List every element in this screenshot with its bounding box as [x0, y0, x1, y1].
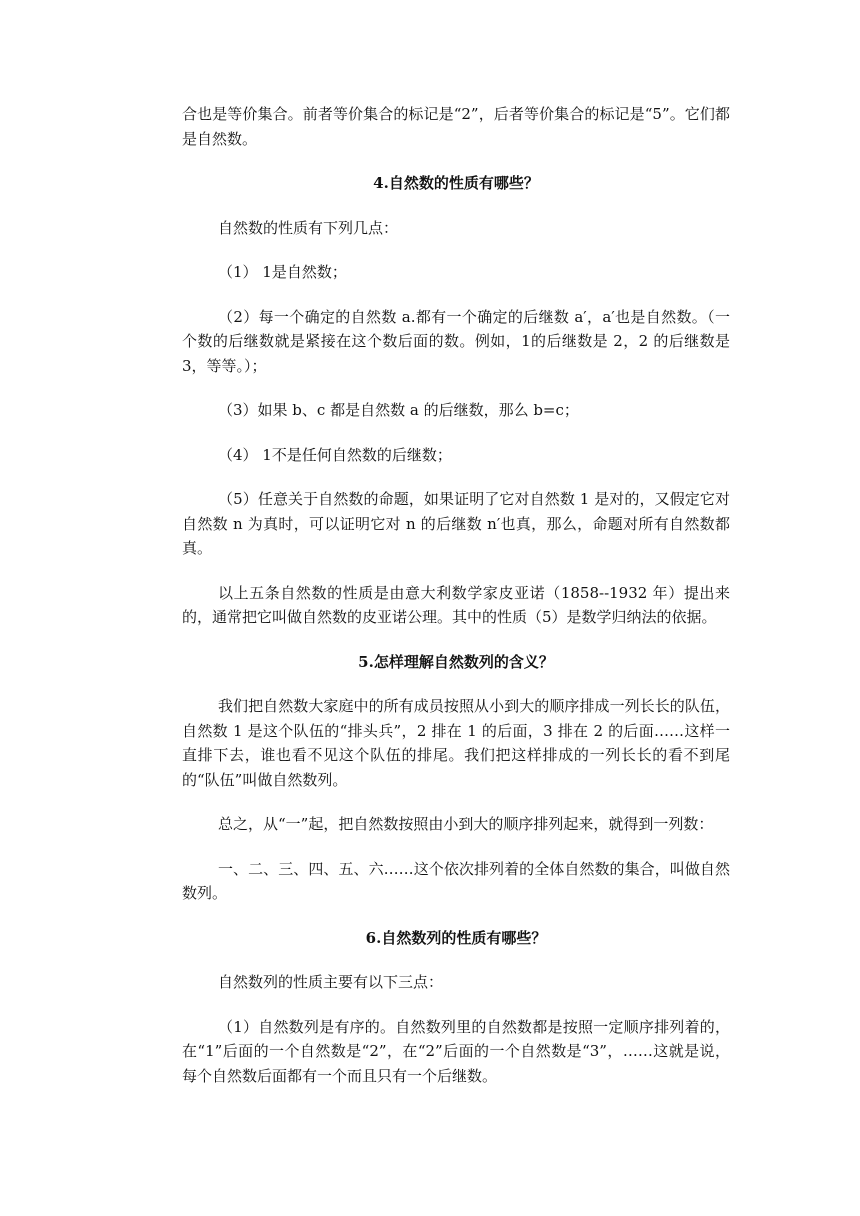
section-heading-5: 5.怎样理解自然数列的含义？	[358, 652, 554, 671]
paragraph-property-2: （2）每一个确定的自然数 a.都有一个确定的后继数 a′，a′也是自然数。（一个数的后继数就是紧接在这个数后面的数。例如，1的后继数是 2，2 的后继数是 3，等等。）；	[182, 307, 730, 375]
paragraph-peano-note: 以上五条自然数的性质是由意大利数学家皮亚诺（1858--1932 年）提出来的，通常把它叫做自然数的皮亚诺公理。其中的性质（5）是数学归纳法的依据。	[182, 583, 730, 626]
paragraph-property-4: （4） 1不是任何自然数的后继数；	[218, 445, 452, 464]
paragraph-sequence-properties-intro: 自然数列的性质主要有以下三点：	[218, 973, 444, 991]
paragraph-intro-properties: 自然数的性质有下列几点：	[218, 218, 399, 237]
section-heading-4: 4.自然数的性质有哪些？	[373, 174, 539, 192]
paragraph-summary: 总之，从“一”起，把自然数按照由小到大的顺序排列起来，就得到一列数：	[218, 815, 714, 833]
paragraph-property-1: （1） 1是自然数；	[218, 263, 347, 281]
paragraph-sequence-explanation: 我们把自然数大家庭中的所有成员按照从小到大的顺序排成一列长长的队伍，自然数 1 是这个队伍的“排头兵”，2 排在 1 的后面，3 排在 2 的后面……这样一直排下去，谁也看不见这个队伍的排尾。我们把这样排成的一列长长的看不到尾的“队伍”叫做自然数列。	[182, 697, 730, 789]
paragraph-sequence-definition: 一、二、三、四、五、六……这个依次排列着的全体自然数的集合，叫做自然数列。	[182, 859, 730, 902]
paragraph-sequence-property-1: （1）自然数列是有序的。自然数列里的自然数都是按照一定顺序排列着的，在“1”后面的一个自然数是“2”，在“2”后面的一个自然数是“3”，……这就是说，每个自然数后面都有一个而且只有一个后继数。	[182, 1017, 730, 1085]
paragraph-continuation: 合也是等价集合。前者等价集合的标记是“2”，后者等价集合的标记是“5”。它们都是自然数。	[182, 105, 730, 148]
paragraph-property-3: （3）如果 b、c 都是自然数 a 的后继数，那么 b=c；	[218, 401, 579, 419]
paragraph-property-5: （5）任意关于自然数的命题，如果证明了它对自然数 1 是对的，又假定它对自然数 n 为真时，可以证明它对 n 的后继数 n′也真，那么，命题对所有自然数都真。	[182, 490, 730, 557]
document-body	[182, 102, 730, 1108]
section-heading-6: 6.自然数列的性质有哪些？	[365, 928, 547, 947]
